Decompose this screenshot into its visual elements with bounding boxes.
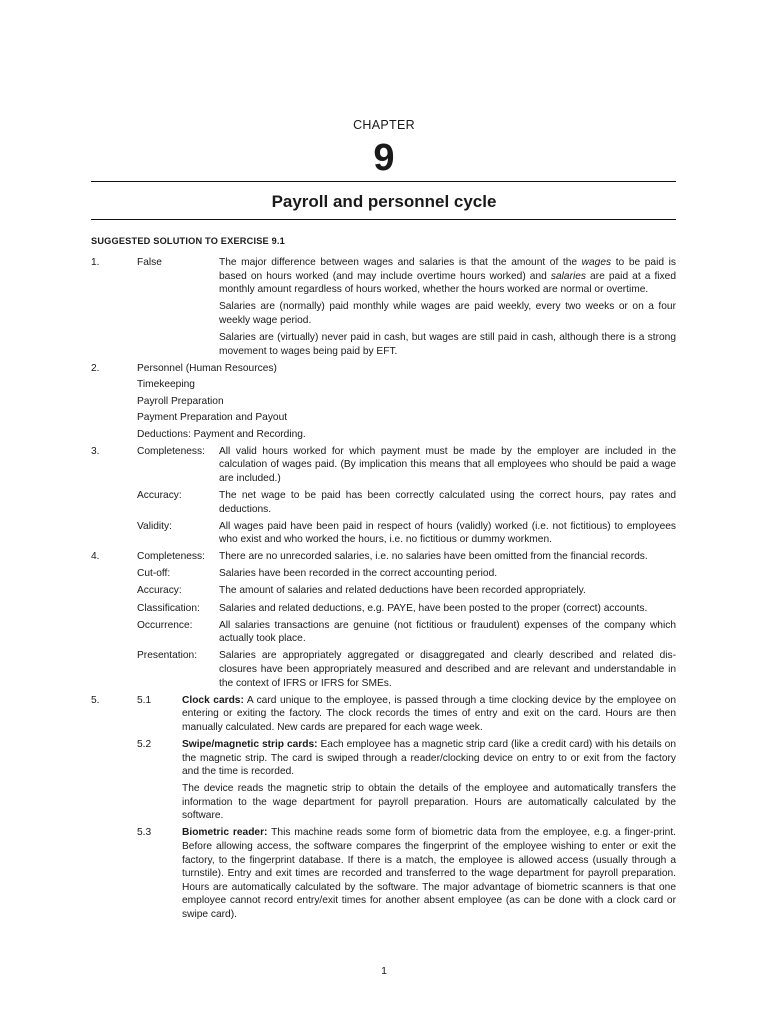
term-description: A card unique to the employee, is passed through a time clocking device by the employee on entering or exiting the factory. The clock records the times of entry and exit on the card. Hours are then manually calculated. New cards are prepared for each wage week. (182, 694, 676, 733)
assertion-text: The amount of salaries and related deductions have been recorded appropriately. (219, 585, 586, 597)
sub-question-number: 5.2 (137, 738, 152, 750)
question-number: 3. (91, 445, 100, 457)
question-number: 1. (91, 257, 100, 268)
assertion-text: Salaries have been recorded in the correct accounting period. (219, 568, 498, 580)
sub-answer (182, 826, 676, 921)
assertion-label: Cut-off: (137, 568, 171, 580)
sub-question-number: 5.3 (137, 827, 152, 839)
title-bottom-rule (91, 219, 676, 220)
assertion-text: The net wage to be paid has been correctly calculated using the correct hours, pay rates and deductions. (219, 489, 676, 515)
sub-answer (182, 694, 676, 735)
question-4-row (91, 619, 676, 646)
chapter-label: CHAPTER (353, 118, 415, 132)
chapter-title: Payroll and personnel cycle (271, 192, 497, 211)
question-4-row (91, 567, 676, 581)
list-item: Personnel (Human Resources) (137, 362, 277, 374)
solution-content (91, 256, 676, 925)
assertion-label: Completeness: (137, 551, 205, 563)
answer-paragraph: Salaries are (virtually) never paid in cash, but wages are still paid in cash, although there is a strong movement to wages being paid by EFT. (219, 331, 676, 357)
question-2-item (91, 411, 676, 425)
assertion-label: Occurrence: (137, 619, 193, 631)
assertion-text: There are no unrecorded salaries, i.e. no salaries have been omitted from the financial records. (219, 551, 648, 563)
answer-paragraph-text: The major difference between wages and salaries is that the amount of the wages to be paid is based on hours worked (and may include overtime hours worked) and salaries are paid at a fixed monthly amount regardless of hours worked, whether the hours worked are normal or overtime. (219, 257, 676, 296)
term: Swipe/magnetic strip cards: (182, 738, 318, 750)
question-4-row (91, 602, 676, 616)
assertion-text: All valid hours worked for which payment must be made by the employer are included in the calculation of wages paid. (By implication this means that all employees who should be paid a wage are included.) (219, 445, 676, 484)
question-5-2-para (91, 782, 676, 823)
list-item: Payroll Preparation (137, 395, 224, 407)
sub-question-number: 5.1 (137, 694, 152, 706)
question-5 (91, 694, 676, 735)
question-1-para-3 (91, 331, 676, 358)
question-1-para-2 (91, 300, 676, 327)
sub-answer (182, 738, 676, 779)
question-3 (91, 445, 676, 486)
question-number: 2. (91, 362, 100, 374)
term-description: This machine reads some form of biometric data from the employee, e.g. a finger-print. Before allowing access, the software compares the fingerprint of the employee wishing to enter or exit the factory, to the fingerprint database. If there is a match, the employee is allowed access (usually through a turnstile). Entry and exit times are recorded and transferred to the wage department for payroll preparation. Hours are automatically calculated by the software. The major advantage of biometric scanners is that one employee cannot record entry/exit times for another absent employee (as can be done with a clock card or swipe card). (182, 827, 676, 921)
sub-answer-paragraph: The device reads the magnetic strip to obtain the details of the employee and automatically transfers the information to the wage department for payroll preparation. Hours are automatically calculated by the software. (182, 783, 676, 822)
question-2 (91, 362, 676, 376)
title-top-rule (91, 181, 676, 182)
question-4-row (91, 584, 676, 598)
assertion-label: Classification: (137, 602, 200, 614)
page-number: 1 (381, 965, 387, 977)
question-5-2 (91, 738, 676, 779)
section-heading: SUGGESTED SOLUTION TO EXERCISE 9.1 (91, 236, 285, 246)
assertion-label: Completeness: (137, 445, 205, 457)
term: Biometric reader: (182, 827, 268, 839)
question-1 (91, 256, 676, 297)
question-number: 4. (91, 551, 100, 563)
question-5-3 (91, 826, 676, 921)
assertion-label: Accuracy: (137, 585, 182, 597)
assertion-label: Accuracy: (137, 489, 182, 501)
assertion-label: Validity: (137, 520, 172, 532)
question-3-row (91, 489, 676, 516)
answer-paragraph: Salaries are (normally) paid monthly while wages are paid weekly, every two weeks or on a four weekly wage period. (219, 301, 676, 326)
question-2-item (91, 395, 676, 409)
question-3-row (91, 520, 676, 547)
answer-paragraph (219, 256, 676, 297)
list-item: Deductions: Payment and Recording. (137, 429, 306, 441)
question-2-item (91, 378, 676, 392)
term: Clock cards: (182, 694, 244, 706)
assertion-text: All salaries transactions are genuine (not fictitious or fraudulent) expenses of the company which actually took place. (219, 619, 676, 645)
question-number: 5. (91, 694, 100, 706)
question-4 (91, 550, 676, 564)
list-item: Payment Preparation and Payout (137, 412, 288, 424)
answer-label: False (137, 257, 162, 268)
question-2-item (91, 428, 676, 442)
assertion-text: Salaries are appropriately aggregated or disaggregated and clearly described and related dis-closures have been appropriately measured and described and are relevant and understandable in the context of IFRS or IFRS for SMEs. (219, 650, 676, 689)
term-description: Each employee has a magnetic strip card (like a credit card) with his details on the magnetic strip. The card is swiped through a reader/clocking device on entry to or exit from the factory and the time is recorded. (182, 738, 676, 778)
chapter-number: 9 (373, 137, 395, 179)
question-4-row (91, 649, 676, 690)
assertion-text: Salaries and related deductions, e.g. PAYE, have been posted to the proper (correct) accounts. (219, 602, 648, 614)
list-item: Timekeeping (137, 379, 195, 391)
assertion-label: Presentation: (137, 650, 198, 662)
assertion-text: All wages paid have been paid in respect of hours (validly) worked (i.e. not fictitious) to employees who exist and who worked the hours, i.e. no fictitious or dummy workmen. (219, 520, 676, 546)
